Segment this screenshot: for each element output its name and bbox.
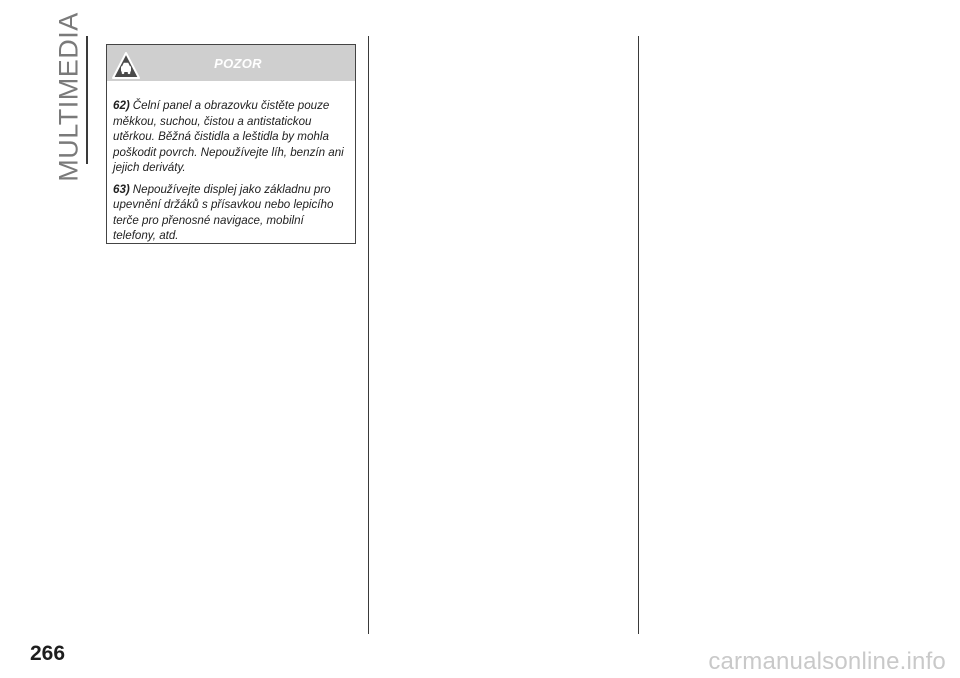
warning-body bbox=[107, 81, 355, 244]
watermark-text: carmanualsonline.info bbox=[708, 648, 946, 675]
warning-note bbox=[113, 182, 349, 244]
warning-title: POZOR bbox=[214, 56, 262, 71]
page-number: 266 bbox=[30, 642, 66, 665]
section-side-rule bbox=[86, 36, 88, 164]
column-divider-1 bbox=[368, 36, 369, 634]
note-text: Nepoužívejte displej jako základnu pro upevnění držáků s přísavkou nebo lepicího terče pro přenosné navigace, mobilní telefony, atd. bbox=[113, 182, 334, 242]
note-text: Čelní panel a obrazovku čistěte pouze měkkou, suchou, čistou a antistatickou utěrkou. Běžná čistidla a leštidla by mohla poškodit povrch. Nepoužívejte líh, benzín ani jejich deriváty. bbox=[113, 99, 344, 174]
section-side-label bbox=[53, 12, 84, 182]
note-number: 63) bbox=[113, 182, 130, 196]
warning-header bbox=[107, 45, 355, 81]
section-side-label-text: MULTIMEDIA bbox=[53, 12, 84, 182]
warning-note bbox=[113, 98, 349, 176]
warning-box bbox=[106, 44, 356, 244]
note-number: 62) bbox=[113, 99, 130, 112]
column-divider-2 bbox=[638, 36, 639, 634]
